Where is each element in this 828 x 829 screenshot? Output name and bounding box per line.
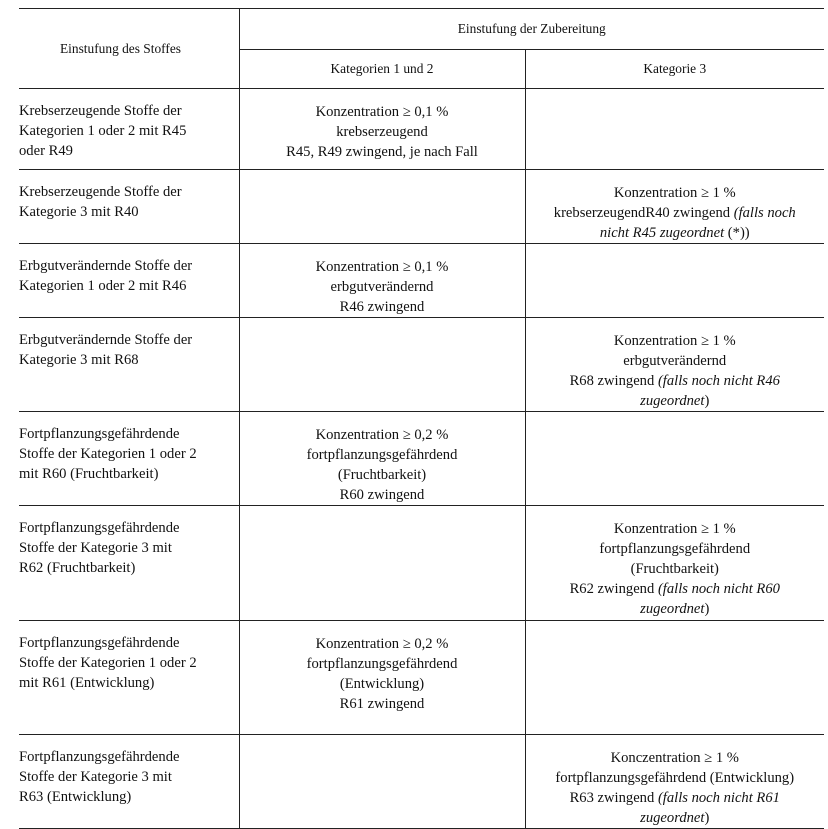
preparation-line bbox=[526, 331, 825, 351]
categories-1-2-cell bbox=[239, 244, 525, 318]
substance-line: Stoffe der Kategorien 1 oder 2 bbox=[19, 655, 197, 671]
preparation-line-note: (falls noch nicht R61 bbox=[657, 790, 780, 806]
preparation-line bbox=[526, 808, 825, 828]
substance-line: Kategorie 3 mit R68 bbox=[19, 352, 139, 368]
preparation-line-suffix: ) bbox=[704, 393, 710, 409]
preparation-line-text: Konzentration ≥ 1 % bbox=[613, 521, 736, 537]
preparation-line-suffix: (*)) bbox=[724, 225, 750, 241]
substance-cell bbox=[19, 244, 239, 318]
header-row-1 bbox=[19, 9, 824, 50]
preparation-line: (Entwicklung) bbox=[339, 676, 425, 692]
category-3-cell bbox=[525, 412, 824, 506]
category-3-cell bbox=[525, 506, 824, 621]
preparation-line: fortpflanzungsgefährdend bbox=[306, 447, 458, 463]
substance-cell bbox=[19, 621, 239, 735]
preparation-line-text: Konczentration ≥ 1 % bbox=[610, 750, 739, 766]
preparation-line-text: R68 zwingend bbox=[569, 373, 658, 389]
preparation-line: fortpflanzungsgefährdend bbox=[306, 656, 458, 672]
preparation-line-text: fortpflanzungsgefährdend bbox=[599, 541, 751, 557]
preparation-line: R60 zwingend bbox=[339, 487, 425, 503]
preparation-line bbox=[526, 748, 825, 768]
preparation-line-text: R63 zwingend bbox=[569, 790, 658, 806]
preparation-line-text: (Fruchtbarkeit) bbox=[630, 561, 719, 577]
substance-line: mit R60 (Fruchtbarkeit) bbox=[19, 466, 159, 482]
table-row bbox=[19, 412, 824, 506]
substance-line: Fortpflanzungsgefährdende bbox=[19, 749, 180, 765]
preparation-line-note: nicht R45 zugeordnet bbox=[599, 225, 725, 241]
substance-line: Erbgutverändernde Stoffe der bbox=[19, 332, 193, 348]
category-3-cell bbox=[525, 170, 824, 244]
category-3-cell bbox=[525, 89, 824, 170]
preparation-line-text: erbgutverändernd bbox=[623, 353, 727, 369]
categories-1-2-cell bbox=[239, 412, 525, 506]
substance-cell bbox=[19, 318, 239, 412]
preparation-line-note: (falls noch nicht R60 bbox=[657, 581, 780, 597]
substance-line: Fortpflanzungsgefährdende bbox=[19, 426, 180, 442]
preparation-line bbox=[526, 519, 825, 539]
preparation-line bbox=[526, 768, 825, 788]
preparation-line-text: R62 zwingend bbox=[569, 581, 658, 597]
categories-1-2-cell bbox=[239, 89, 525, 170]
header-substance-classification: Einstufung des Stoffes bbox=[19, 9, 239, 89]
substance-line: Fortpflanzungsgefährdende bbox=[19, 520, 180, 536]
categories-1-2-cell bbox=[239, 621, 525, 735]
preparation-line-note: (falls noch nicht R46 bbox=[657, 373, 780, 389]
category-3-cell bbox=[525, 244, 824, 318]
table-row bbox=[19, 170, 824, 244]
category-3-cell bbox=[525, 735, 824, 829]
preparation-line bbox=[526, 223, 825, 243]
substance-line: Stoffe der Kategorie 3 mit bbox=[19, 769, 172, 785]
header-category-3: Kategorie 3 bbox=[525, 50, 824, 89]
preparation-line-note: (falls noch bbox=[733, 205, 796, 221]
preparation-line: R45, R49 zwingend, je nach Fall bbox=[286, 144, 478, 160]
categories-1-2-cell bbox=[239, 506, 525, 621]
table-row bbox=[19, 735, 824, 829]
preparation-line bbox=[526, 559, 825, 579]
table-body bbox=[19, 89, 824, 829]
preparation-line: (Fruchtbarkeit) bbox=[337, 467, 427, 483]
preparation-line: krebserzeugend bbox=[336, 124, 428, 140]
categories-1-2-cell bbox=[239, 735, 525, 829]
preparation-line bbox=[526, 599, 825, 619]
preparation-line bbox=[526, 579, 825, 599]
substance-cell bbox=[19, 735, 239, 829]
preparation-line-note: zugeordnet bbox=[640, 601, 705, 617]
preparation-line bbox=[526, 183, 825, 203]
substance-line: Fortpflanzungsgefährdende bbox=[19, 635, 180, 651]
substance-line: Kategorie 3 mit R40 bbox=[19, 204, 139, 220]
substance-line: Krebserzeugende Stoffe der bbox=[19, 103, 182, 119]
substance-line: Stoffe der Kategorie 3 mit bbox=[19, 540, 172, 556]
substance-cell bbox=[19, 170, 239, 244]
preparation-line: Konzentration ≥ 0,1 % bbox=[315, 104, 449, 120]
preparation-line: Konzentration ≥ 0,2 % bbox=[315, 427, 449, 443]
preparation-line: R61 zwingend bbox=[339, 696, 425, 712]
categories-1-2-cell bbox=[239, 318, 525, 412]
preparation-line-text: Konzentration ≥ 1 % bbox=[613, 333, 736, 349]
substance-line: Erbgutverändernde Stoffe der bbox=[19, 258, 193, 274]
preparation-line-suffix: ) bbox=[704, 601, 710, 617]
preparation-line: R46 zwingend bbox=[339, 299, 425, 315]
substance-line: R62 (Fruchtbarkeit) bbox=[19, 560, 136, 576]
substance-cell bbox=[19, 506, 239, 621]
table-row bbox=[19, 621, 824, 735]
categories-1-2-cell bbox=[239, 170, 525, 244]
substance-line: Krebserzeugende Stoffe der bbox=[19, 184, 182, 200]
preparation-line-text: krebserzeugendR40 zwingend bbox=[553, 205, 734, 221]
substance-line: Kategorien 1 oder 2 mit R46 bbox=[19, 278, 187, 294]
preparation-line: erbgutverändernd bbox=[330, 279, 434, 295]
preparation-line bbox=[526, 371, 825, 391]
header-preparation-classification: Einstufung der Zubereitung bbox=[239, 9, 824, 50]
preparation-line bbox=[526, 539, 825, 559]
preparation-line bbox=[526, 391, 825, 411]
preparation-line bbox=[526, 203, 825, 223]
substance-line: mit R61 (Entwicklung) bbox=[19, 675, 155, 691]
substance-line: Kategorien 1 oder 2 mit R45 bbox=[19, 123, 187, 139]
classification-table bbox=[19, 8, 824, 829]
substance-line: R63 (Entwicklung) bbox=[19, 789, 132, 805]
preparation-line-text: fortpflanzungsgefährdend (Entwicklung) bbox=[555, 770, 795, 786]
preparation-line: Konzentration ≥ 0,1 % bbox=[315, 259, 449, 275]
preparation-line bbox=[526, 351, 825, 371]
table-row bbox=[19, 318, 824, 412]
preparation-line-text: Konzentration ≥ 1 % bbox=[613, 185, 736, 201]
category-3-cell bbox=[525, 318, 824, 412]
category-3-cell bbox=[525, 621, 824, 735]
header-categories-1-2: Kategorien 1 und 2 bbox=[239, 50, 525, 89]
substance-cell bbox=[19, 412, 239, 506]
table-row bbox=[19, 506, 824, 621]
preparation-line-note: zugeordnet bbox=[640, 393, 705, 409]
preparation-line-suffix: ) bbox=[704, 810, 710, 826]
substance-cell bbox=[19, 89, 239, 170]
preparation-line: Konzentration ≥ 0,2 % bbox=[315, 636, 449, 652]
substance-line: Stoffe der Kategorien 1 oder 2 bbox=[19, 446, 197, 462]
table-row bbox=[19, 244, 824, 318]
substance-line: oder R49 bbox=[19, 143, 73, 159]
preparation-line-note: zugeordnet bbox=[640, 810, 705, 826]
table-row bbox=[19, 89, 824, 170]
preparation-line bbox=[526, 788, 825, 808]
